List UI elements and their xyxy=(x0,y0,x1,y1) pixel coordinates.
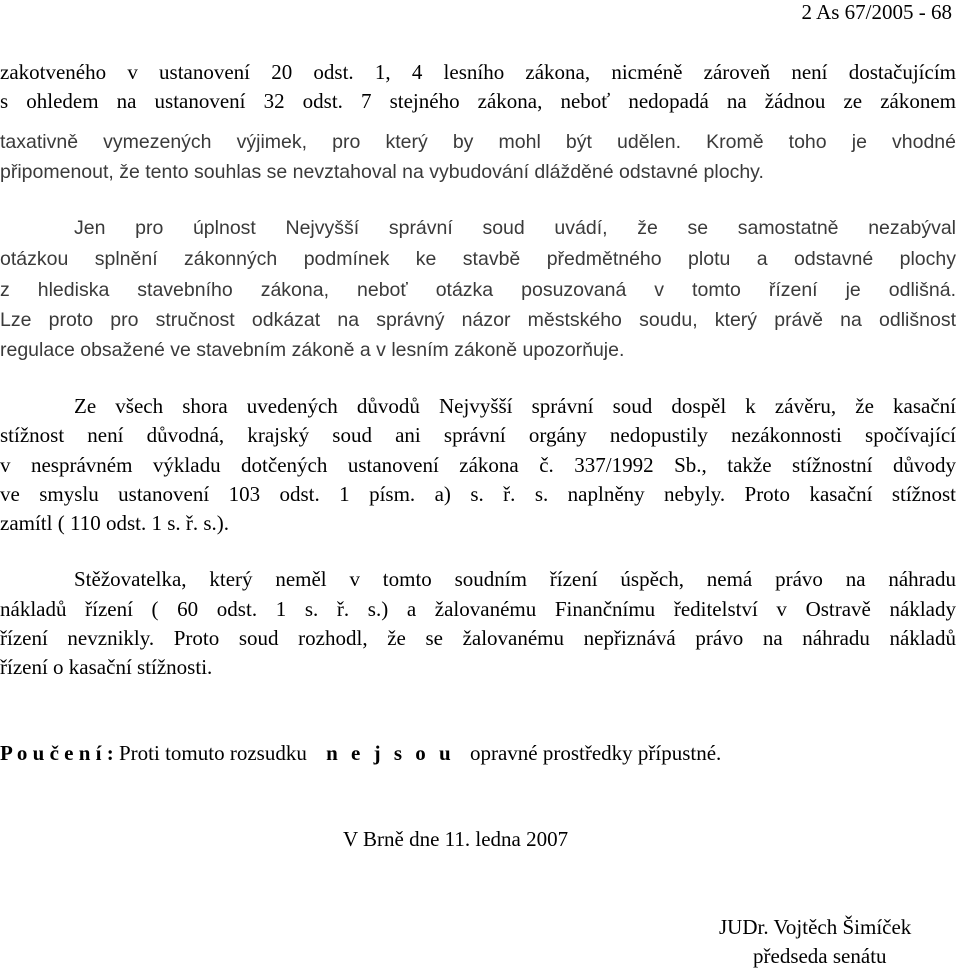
paragraph-line: zakotveného v ustanovení 20 odst. 1, 4 lesního zákona, nicméně zároveň není dostačujícím xyxy=(0,60,956,84)
paragraph-line: regulace obsažené ve stavebním zákoně a v lesním zákoně upozorňuje. xyxy=(0,339,625,361)
paragraph-line: taxativně vymezených výjimek, pro který by mohl být udělen. Kromě toho je vhodné xyxy=(0,131,956,153)
paragraph-line: řízení o kasační stížnosti. xyxy=(0,655,213,679)
paragraph-line: Jen pro úplnost Nejvyšší správní soud uvádí, že se samostatně nezabýval xyxy=(74,217,956,239)
instruction-emphasis: n e j s o u xyxy=(326,741,455,765)
instruction-text-before: Proti tomuto rozsudku xyxy=(119,741,307,765)
paragraph-line: nákladů řízení ( 60 odst. 1 s. ř. s.) a žalovanému Finančnímu ředitelství v Ostravě náklady xyxy=(0,597,956,621)
paragraph-line: Lze proto pro stručnost odkázat na správný názor městského soudu, který právě na odlišnost xyxy=(0,309,956,331)
paragraph-line: s ohledem na ustanovení 32 odst. 7 stejného zákona, neboť nedopadá na žádnou ze zákonem xyxy=(0,89,956,113)
signature-title: předseda senátu xyxy=(753,944,887,968)
paragraph-line: Stěžovatelka, který neměl v tomto soudním řízení úspěch, nemá právo na náhradu xyxy=(74,567,956,591)
legal-instruction xyxy=(0,741,956,765)
paragraph-line: otázkou splnění zákonných podmínek ke stavbě předmětného plotu a odstavné plochy xyxy=(0,248,956,270)
paragraph-line: stížnost není důvodná, krajský soud ani správní orgány nedopustily nezákonnosti spočívající xyxy=(0,423,956,447)
paragraph-line: řízení nevznikly. Proto soud rozhodl, že se žalovanému nepřiznává právo na náhradu nákladů xyxy=(0,626,956,650)
paragraph-line: z hlediska stavebního zákona, neboť otázka posuzovaná v tomto řízení je odlišná. xyxy=(0,279,956,301)
paragraph-line: zamítl ( 110 odst. 1 s. ř. s.). xyxy=(0,511,230,535)
paragraph-line: Ze všech shora uvedených důvodů Nejvyšší správní soud dospěl k závěru, že kasační xyxy=(74,394,956,418)
paragraph-line: ve smyslu ustanovení 103 odst. 1 písm. a) s. ř. s. naplněny nebyly. Proto kasační stížnost xyxy=(0,482,956,506)
paragraph-line: v nesprávném výkladu dotčených ustanovení zákona č. 337/1992 Sb., takže stížnostní důvody xyxy=(0,453,956,477)
instruction-label: P o u č e n í : xyxy=(0,741,114,765)
case-number: 2 As 67/2005 - 68 xyxy=(801,0,952,24)
place-date: V Brně dne 11. ledna 2007 xyxy=(343,827,569,851)
paragraph-line: připomenout, že tento souhlas se nevztahoval na vybudování dlážděné odstavné plochy. xyxy=(0,161,764,183)
signature-name: JUDr. Vojtěch Šimíček xyxy=(719,915,912,939)
instruction-text-after: opravné prostředky přípustné. xyxy=(469,741,722,765)
